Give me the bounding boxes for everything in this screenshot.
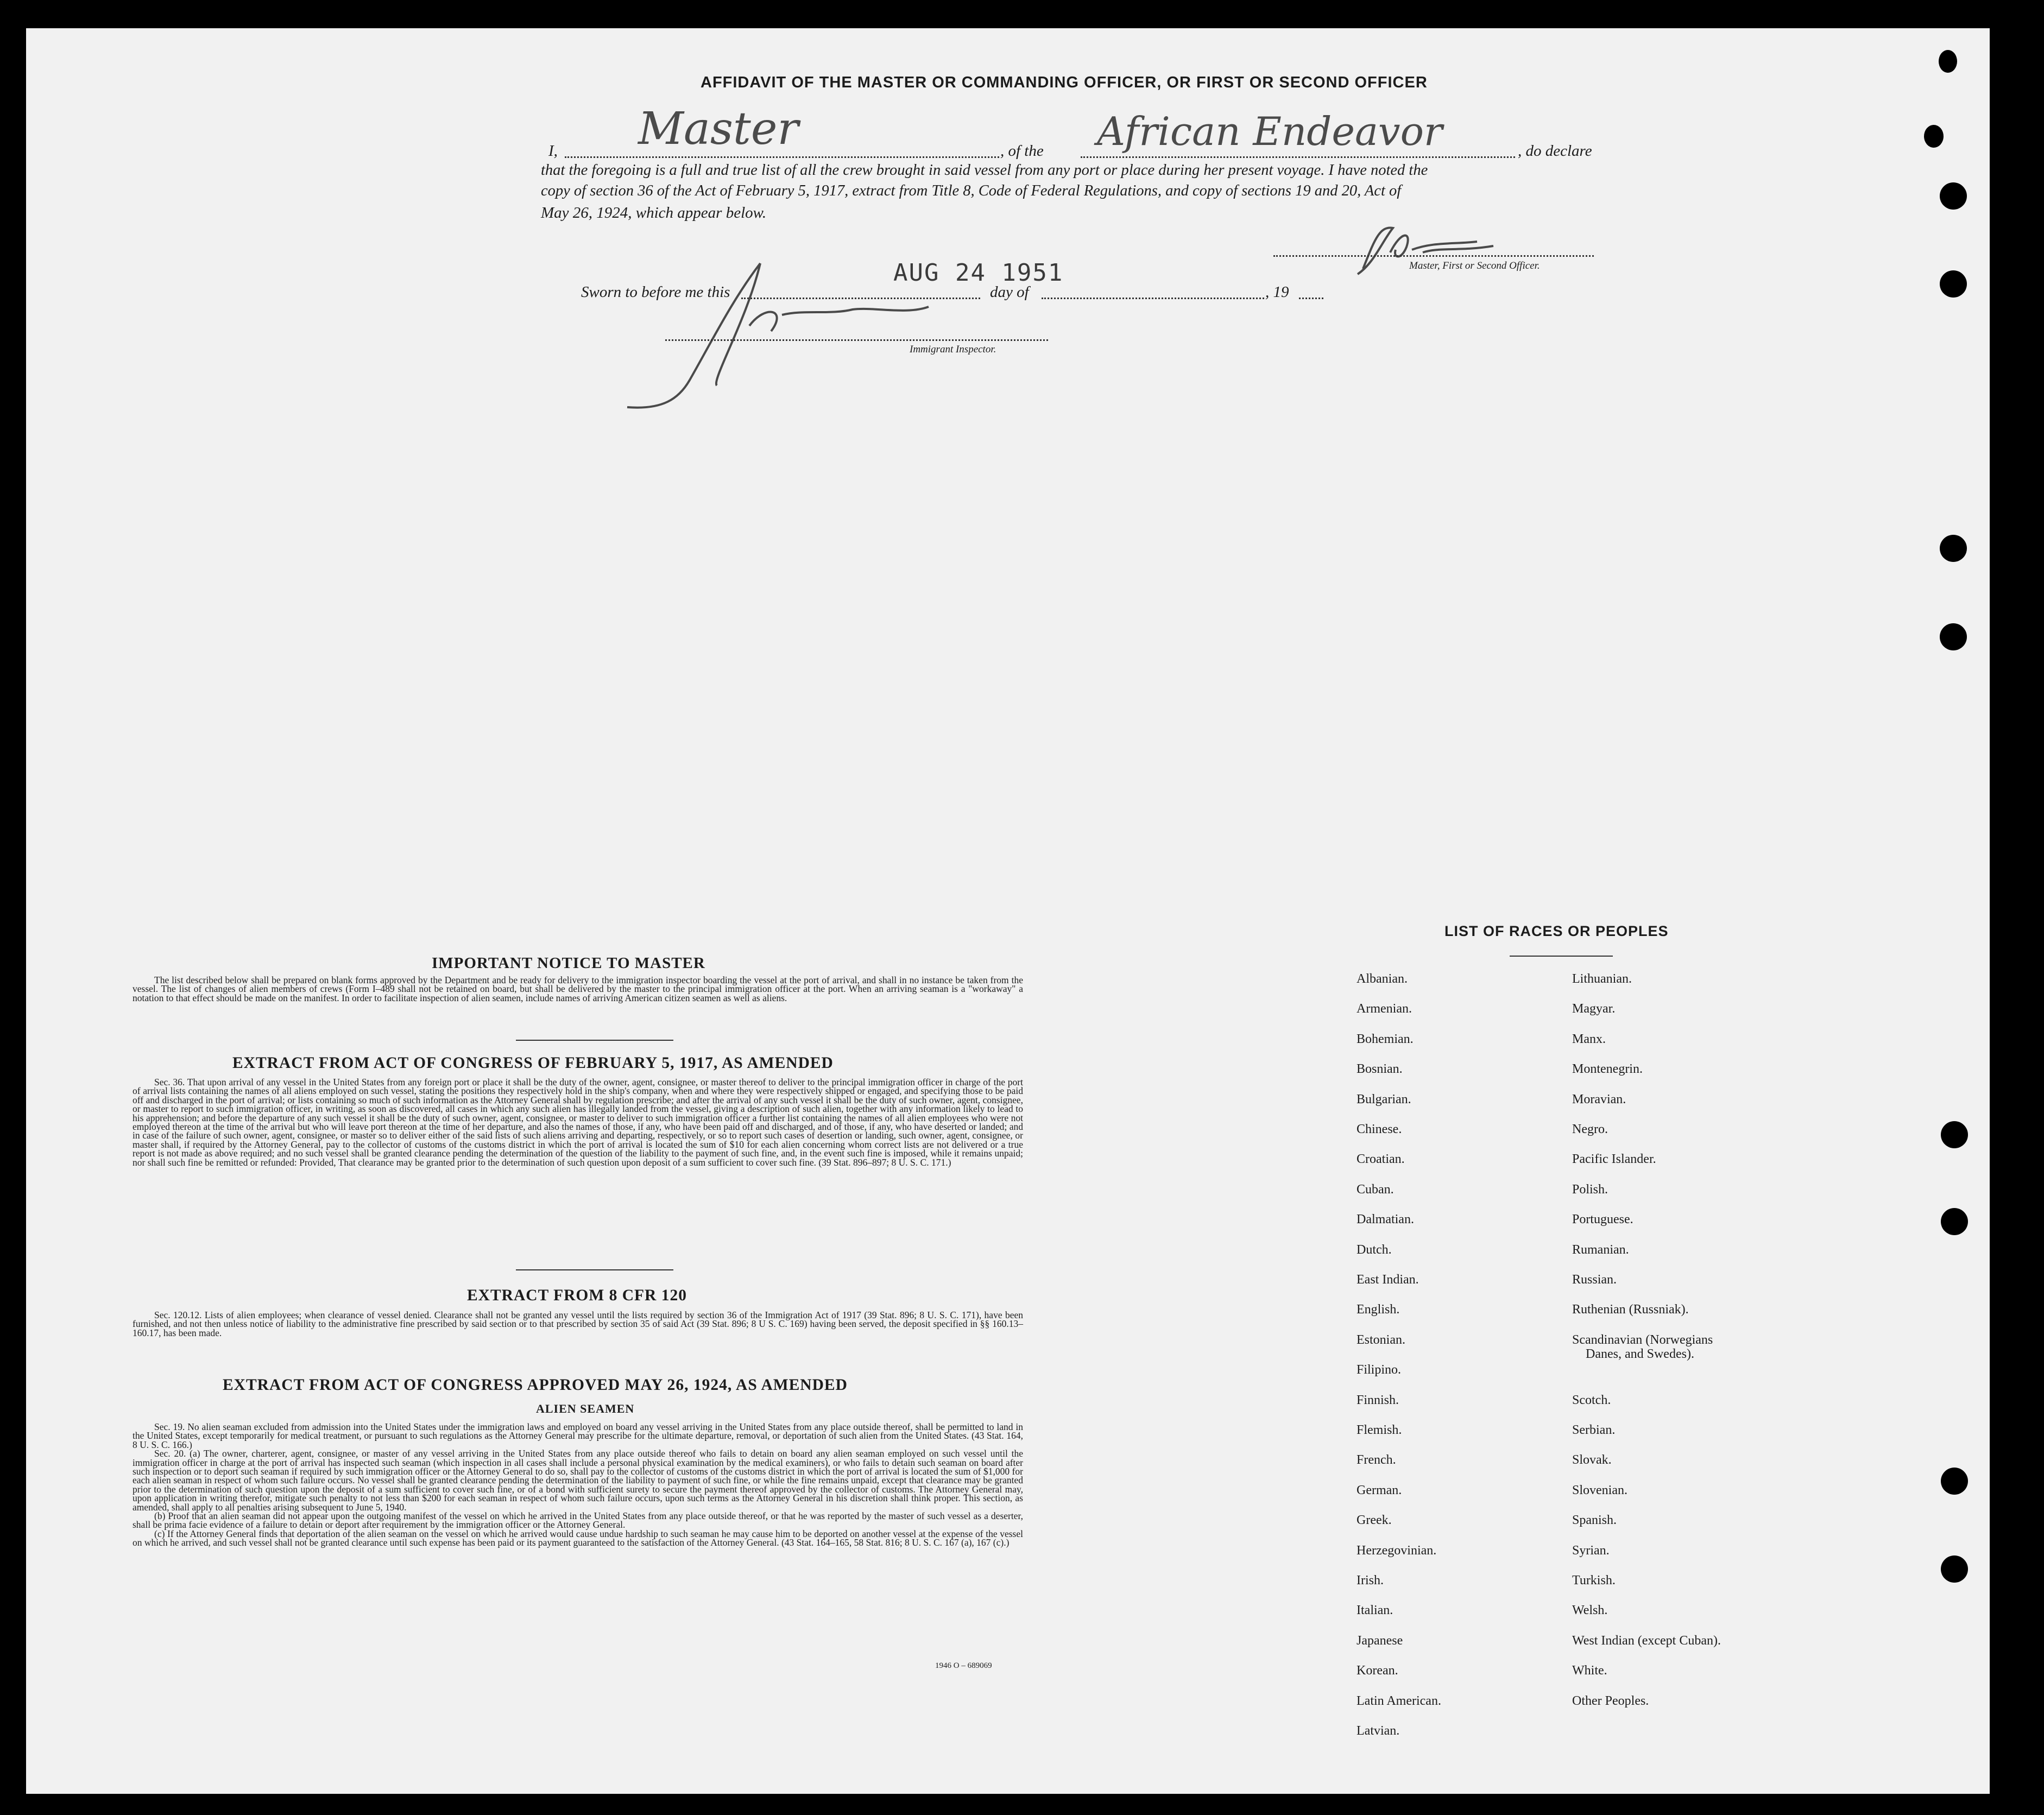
race-item: Polish.: [1572, 1182, 1608, 1197]
binder-hole: [1940, 623, 1967, 650]
declaration-line-2: copy of section 36 of the Act of February 5, 1917, extract from Title 8, Code of Federal Regulations, and copy of sections 19 and 20, Act of: [541, 182, 1402, 199]
race-item: Herzegovinian.: [1357, 1543, 1437, 1558]
race-item: Spanish.: [1572, 1513, 1617, 1528]
binder-hole: [1941, 1468, 1968, 1495]
race-item: Ruthenian (Russniak).: [1572, 1302, 1689, 1317]
race-item: Serbian.: [1572, 1423, 1616, 1437]
race-item: Chinese.: [1357, 1122, 1402, 1136]
inspector-signature-line: [665, 339, 1048, 341]
master-signature-line: [1273, 255, 1594, 257]
divider: [516, 1269, 673, 1270]
affidavit-title: AFFIDAVIT OF THE MASTER OR COMMANDING OFFICER, OR FIRST OR SECOND OFFICER: [701, 74, 1428, 91]
race-item: Russian.: [1572, 1273, 1617, 1287]
i-label: I,: [548, 142, 558, 160]
race-item: Rumanian.: [1572, 1242, 1629, 1257]
race-item: Magyar.: [1572, 1002, 1616, 1016]
race-item: Slovenian.: [1572, 1483, 1627, 1497]
do-declare-label: , do declare: [1518, 142, 1592, 160]
divider: [1510, 956, 1613, 957]
race-item: Croatian.: [1357, 1152, 1405, 1167]
extract-1917-title: EXTRACT FROM ACT OF CONGRESS OF FEBRUARY 5, 1917, AS AMENDED: [232, 1054, 834, 1072]
race-item: Latin American.: [1357, 1693, 1441, 1708]
race-item: East Indian.: [1357, 1273, 1419, 1287]
print-code: 1946 O – 689069: [935, 1661, 992, 1670]
of-the-label: , of the: [1000, 142, 1044, 160]
race-item: Italian.: [1357, 1603, 1393, 1618]
race-item: Finnish.: [1357, 1393, 1399, 1407]
vessel-line: [1081, 156, 1515, 158]
race-item: Turkish.: [1572, 1573, 1616, 1588]
handwritten-vessel: African Endeavor: [1097, 109, 1443, 154]
race-item: Latvian.: [1357, 1724, 1400, 1738]
race-item: Moravian.: [1572, 1092, 1626, 1106]
year-label: , 19: [1265, 283, 1289, 301]
binder-hole: [1940, 270, 1967, 298]
race-item: French.: [1357, 1453, 1396, 1468]
race-item: Dutch.: [1357, 1242, 1392, 1257]
race-item: Albanian.: [1357, 972, 1408, 986]
handwritten-rank: Master: [638, 103, 799, 155]
inspector-caption: Immigrant Inspector.: [910, 344, 996, 355]
date-stamp: AUG 24 1951: [893, 259, 1064, 287]
extract-1924-title: EXTRACT FROM ACT OF CONGRESS APPROVED MAY 26, 1924, AS AMENDED: [223, 1376, 848, 1394]
sworn-label: Sworn to before me this: [581, 283, 730, 301]
master-caption: Master, First or Second Officer.: [1409, 260, 1540, 271]
race-item: Montenegrin.: [1572, 1062, 1643, 1077]
sec-20b: (b) Proof that an alien seaman did not appear upon the outgoing manifest of the vessel on which he arrived in the United States from any place outside thereof, or that he was reported by the master of such vessel as a deserter, shall be prima facie evidence of a failure to detain or deport after requirement by the immigration officer or the Attorney General.: [133, 1510, 1023, 1531]
race-item: Armenian.: [1357, 1002, 1412, 1016]
race-item: Scandinavian (Norwegians: [1572, 1332, 1713, 1347]
race-item: Cuban.: [1357, 1182, 1394, 1197]
race-item: Flemish.: [1357, 1423, 1402, 1437]
race-item: Dalmatian.: [1357, 1212, 1414, 1227]
race-item: West Indian (except Cuban).: [1572, 1633, 1721, 1648]
rank-line: [565, 156, 999, 158]
extract-cfr-title: EXTRACT FROM 8 CFR 120: [467, 1287, 687, 1304]
race-item: Korean.: [1357, 1664, 1398, 1678]
race-item: Bosnian.: [1357, 1062, 1403, 1077]
race-item: Pacific Islander.: [1572, 1152, 1656, 1167]
notice-text: The list described below shall be prepared on blank forms approved by the Department and be ready for delivery to the immigration inspector boarding the vessel at the port of arrival, and shall in no instance be taken from the vessel. The list of changes of alien members of crews (Form I–489 shall not be retained on board, but shall be delivered by the master to the principal immigration officer at the port. When an arriving seaman is a "workaway" a notation to that effect should be made on the manifest. In order to facilitate inspection of alien seamen, include names of arriving American citizen seamen as well as aliens.: [133, 975, 1023, 1003]
race-item: Danes, and Swedes).: [1586, 1346, 1694, 1361]
race-item: Lithuanian.: [1572, 972, 1632, 986]
race-item: Greek.: [1357, 1513, 1392, 1528]
binder-hole: [1939, 50, 1957, 73]
race-item: Portuguese.: [1572, 1212, 1633, 1227]
declaration-line-3: May 26, 1924, which appear below.: [541, 204, 767, 222]
binder-hole: [1941, 1121, 1968, 1148]
extract-cfr-text: Sec. 120.12. Lists of alien employees; when clearance of vessel denied. Clearance shall not be granted any vessel until the lists required by section 36 of the Immigration Act of 1917 (39 Stat. 896; 8 U. S. C. 171), have been furnished, and not then unless notice of liability to the administrative fine prescribed by said section or to that prescribed by section 35 of said Act (39 Stat. 896; 8 U S. C. 169) having been served, the deposit specified in §§ 160.13–160.17, has been made.: [133, 1310, 1023, 1338]
race-item: English.: [1357, 1302, 1400, 1317]
divider: [516, 1040, 673, 1041]
race-item: Syrian.: [1572, 1543, 1610, 1558]
race-item: Estonian.: [1357, 1332, 1405, 1347]
race-item: Irish.: [1357, 1573, 1384, 1588]
race-item: Bohemian.: [1357, 1032, 1414, 1046]
binder-hole: [1940, 535, 1967, 562]
race-item: Slovak.: [1572, 1453, 1612, 1468]
binder-hole: [1941, 1208, 1968, 1235]
declaration-line-1: that the foregoing is a full and true list of all the crew brought in said vessel from any port or place during her present voyage. I have noted the: [541, 162, 1428, 179]
sec-19: Sec. 19. No alien seaman excluded from admission into the United States under the immigration laws and employed on board any vessel arriving in the United States from any place outside thereof, shall be permitted to land in the United States, except temporarily for medical treatment, or pursuant to such regulations as the Attorney General may prescribe for the ultimate departure, removal, or deportation of such alien from the United States. (43 Stat. 164, 8 U. S. C. 166.): [133, 1421, 1023, 1450]
extract-1917-text: Sec. 36. That upon arrival of any vessel in the United States from any foreign port or place it shall be the duty of the owner, agent, consignee, or master thereof to deliver to the principal immigration officer in charge of the port of arrival lists containing the names of all aliens employed on such vessel, stating the positions they respectively hold in the ship's company, when and where they were respectively shipped or engaged, and specifying those to be paid off and discharged in the port of arrival; or lists containing so much of such information as the Attorney General shall by regulation prescribe; and after the arrival of any such vessel it shall be the duty of such owner, agent, consignee, or master to report to such immigration officer, in writing, as soon as discovered, all cases in which any such alien has illegally landed from the vessel, giving a description of such alien, together with any information likely to lead to his apprehension; and before the departure of any such vessel it shall be the duty of such owner, agent, consignee, or master to deliver to such immigration officer a further list containing the names of all alien employees who were not employed thereon at the time of the arrival but who will leave port thereon at the time of her departure, and also the names of those, if any, who have been paid off and discharged, and of those, if any, who have deserted or landed; and in case of the failure of such owner, agent, consignee, or master so to deliver either of the said lists of such aliens arriving and departing, respectively, or so to report such cases of desertion or landing, such owner, agent, consignee, or master shall, if required by the Attorney General, pay to the collector of customs of the customs district in which the port of arrival is located the sum of $10 for each alien concerning whom correct lists are not delivered or a true report is not made as above required; and no such vessel shall be granted clearance pending the determination of the question of the liability to the payment of such fine, and, in the event such fine is imposed, while it remains unpaid; nor shall such fine be remitted or refunded: Provided, That clearance may be granted prior to the determination of such question upon deposit of a sum sufficient to cover such fine. (39 Stat. 896–897; 8 U. S. C. 171.): [133, 1077, 1023, 1168]
race-item: Bulgarian.: [1357, 1092, 1411, 1106]
races-title: LIST OF RACES OR PEOPLES: [1444, 923, 1669, 939]
inspector-signature: [624, 255, 939, 413]
sec-20c: (c) If the Attorney General finds that deportation of the alien seaman on the vessel on which he arrived would cause undue hardship to such seaman he may cause him to be deported on another vessel at the expense of the vessel on which he arrived, and such vessel shall not be granted clearance until such expense has been paid or its payment guaranteed to the satisfaction of the Attorney General. (43 Stat. 164–165, 58 Stat. 816; 8 U. S. C. 167 (a), 167 (c).): [133, 1528, 1023, 1548]
sec-20a: Sec. 20. (a) The owner, charterer, agent, consignee, or master of any vessel arriving in the United States from any place outside thereof who fails to detain on board any alien seaman employed on such vessel until the immigration officer in charge at the port of arrival has inspected such seaman (which inspection in all cases shall include a personal physical examination by the medical examiners), or who fails to detain such seaman on board after such inspection or to deport such seaman if required by such immigration officer or the Attorney General to do so, shall pay to the collector of customs of the customs district in which the port of arrival is located the sum of $1,000 for each alien seaman in respect of whom such failure occurs. No vessel shall be granted clearance pending the determination of the liability to payment of such fine, or while the fine remains unpaid, except that clearance may be granted prior to the determination of such question upon the deposit of a sum sufficient to cover such fine, or of a bond with sufficient surety to secure the payment thereof approved by the collector of customs. The Attorney General may, upon application in writing therefor, mitigate such penalty to not less than $200 for each seaman in respect of whom such failure occurs, upon such terms as the Attorney General in his discretion shall think proper. This section, as amended, shall apply to all penalties arising subsequent to June 5, 1940.: [133, 1448, 1023, 1513]
sworn-year-line: [1299, 298, 1323, 299]
race-item: Other Peoples.: [1572, 1693, 1649, 1708]
notice-title: IMPORTANT NOTICE TO MASTER: [432, 954, 705, 972]
alien-seamen-subtitle: ALIEN SEAMEN: [536, 1402, 635, 1415]
race-item: Filipino.: [1357, 1363, 1402, 1377]
race-item: Scotch.: [1572, 1393, 1611, 1407]
binder-hole: [1940, 182, 1967, 210]
sworn-month-line: [1042, 298, 1264, 299]
race-item: Negro.: [1572, 1122, 1608, 1136]
race-item: White.: [1572, 1664, 1607, 1678]
binder-hole: [1924, 125, 1944, 148]
day-of-label: day of: [990, 283, 1029, 301]
race-item: Welsh.: [1572, 1603, 1608, 1618]
binder-hole: [1941, 1555, 1968, 1583]
race-item: Manx.: [1572, 1032, 1606, 1046]
extract-1924-text: [133, 1422, 1023, 1547]
race-item: Japanese: [1357, 1633, 1403, 1648]
race-item: German.: [1357, 1483, 1402, 1497]
